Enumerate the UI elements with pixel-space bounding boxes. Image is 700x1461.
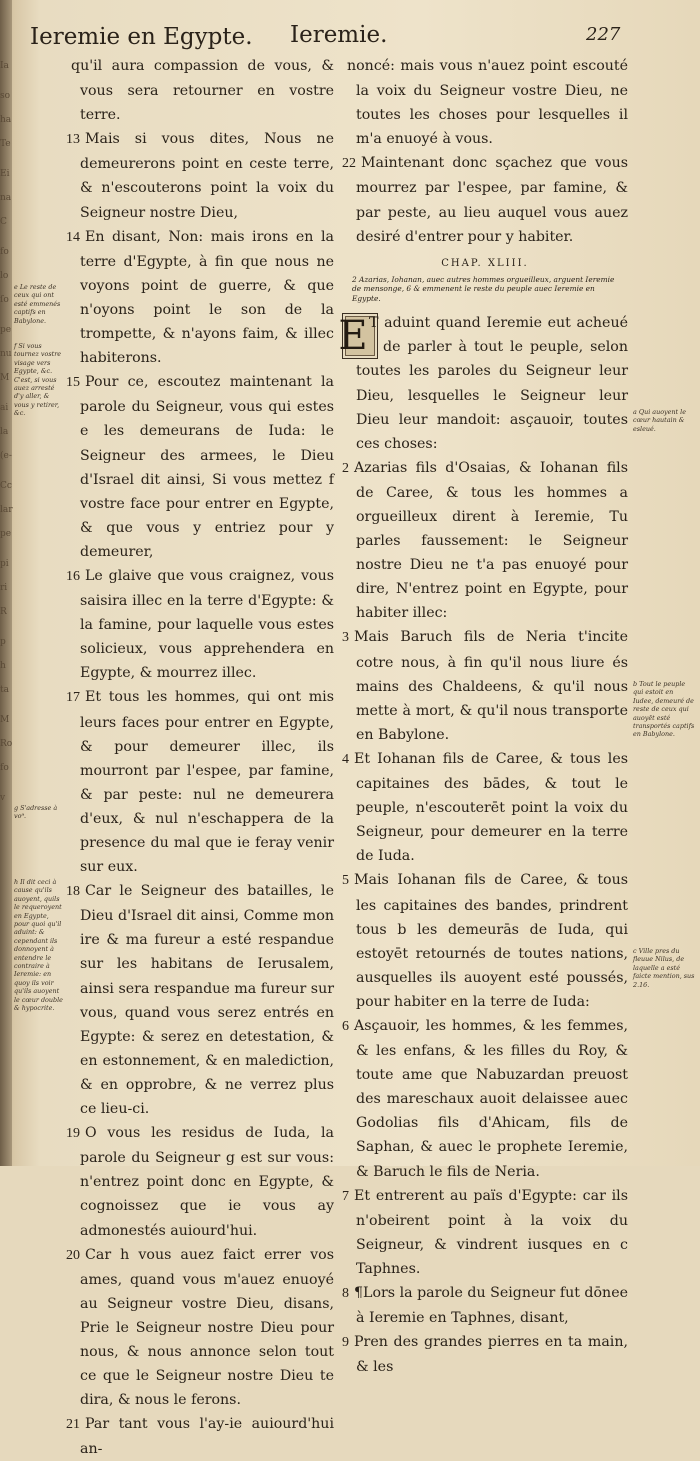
bleed-fragment: Ia xyxy=(0,61,9,71)
bleed-fragment: na xyxy=(0,193,12,203)
right-text-column xyxy=(338,54,628,1379)
verse-number: 18 xyxy=(66,884,80,900)
verse-text: Le glaive que vous craignez, vous saisira illec en la terre d'Egypte: & la famine, pour laquelle vous estes solicieux, vous apprehendera en Egypte, & mourrez illec. xyxy=(80,567,334,682)
verse-text: O vous les residus de Iuda, la parole du Seigneur g est sur vous: n'entrez point donc en Egypte, & cognoissez que ie vous ay admonestés auiourd'hui. xyxy=(80,1125,334,1239)
bleed-fragment: ta xyxy=(0,685,9,695)
bleed-fragment: Ei xyxy=(0,169,10,179)
bleed-fragment: h xyxy=(0,661,6,671)
bleed-fragment: ri xyxy=(0,583,8,593)
verse-19 xyxy=(66,1121,334,1242)
verse-number: 13 xyxy=(66,132,80,148)
bleed-fragment: ha xyxy=(0,115,12,125)
bleed-fragment: fo xyxy=(0,763,9,773)
bleed-fragment: lo xyxy=(0,271,9,281)
verse-number: 3 xyxy=(342,630,349,646)
verse-text: Car le Seigneur des batailles, le Dieu d'Israel dit ainsi, Comme mon ire & ma fureur a esté respandue sur les habitans de Ierusalem, ainsi sera respandue ma fureur sur vous, quand vous serez entrés en Egypte: & serez en detestation, & en estonnement, & en malediction, & en opprobre, & ne verrez plus ce lieu-ci. xyxy=(80,883,334,1118)
page-number: 227 xyxy=(586,24,621,45)
verse-text: Pour ce, escoutez maintenant la parole du Seigneur, vous qui estes e les demeurans de Iuda: le Seigneur des armees, le Dieu d'Israel dit ainsi, Si vous mettez f vostre face pour entrer en Egypte, & que vous y entriez pour y demeurer, xyxy=(80,374,334,560)
bleed-fragment: M xyxy=(0,715,10,725)
verse-9 xyxy=(342,1330,628,1379)
verse-text: Et entrerent au païs d'Egypte: car ils n'obeirent point à la voix du Seigneur, & vindrent iusques en c Taphnes. xyxy=(354,1187,628,1277)
verse-7 xyxy=(342,1184,628,1281)
verse-text: Asçauoir, les hommes, & les femmes, & les enfans, & les filles du Roy, & toute ame que Nabuzardan preuost des mareschaux auoit delaissee auec Godolias fils d'Ahicam, fils de Saphan, & auec le prophete Ieremie, & Baruch le fils de Neria. xyxy=(354,1017,628,1180)
verse-text: T aduint quand Ieremie eut acheué de parler à tout le peuple, selon toutes les paroles du Seigneur leur Dieu, lesquelles le Seigneur leur Dieu leur mandoit: asçauoir, toutes ces choses: xyxy=(356,315,628,452)
verse-number: 20 xyxy=(66,1247,80,1263)
verse-20 xyxy=(66,1243,334,1413)
verse-2 xyxy=(342,456,628,626)
verse-continued-right xyxy=(342,54,628,151)
verse-number: 8 xyxy=(342,1286,349,1301)
verse-number: 17 xyxy=(66,690,80,706)
verse-21 xyxy=(66,1412,334,1461)
bleed-fragment: ſo xyxy=(0,295,9,305)
verse-5 xyxy=(342,868,628,1014)
verse-text: Et Iohanan fils de Caree, & tous les capitaines des bādes, & tout le peuple, n'escouterēt point la voix du Seigneur, pour demeurer en la terre de Iuda. xyxy=(354,750,628,865)
verse-text: Mais Iohanan fils de Caree, & tous les capitaines des bandes, prindrent tous b les demeurās de Iuda, qui estoyēt retournés de toutes nations, ausquelles ils auoyent esté poussés, pour habiter en la terre de Iuda: xyxy=(354,872,628,1010)
bleed-fragment: (e- xyxy=(0,451,12,461)
verse-text: Pren des grandes pierres en ta main, & les xyxy=(354,1334,628,1376)
chapter-first-verse xyxy=(338,311,628,456)
verse-number: 2 xyxy=(342,460,349,476)
bleed-fragment: pi xyxy=(0,559,9,569)
bleed-fragment: C xyxy=(0,217,7,227)
verse-number: 9 xyxy=(342,1335,349,1351)
bleed-fragment: pe xyxy=(0,325,12,335)
decorated-initial: E xyxy=(342,313,378,359)
running-header xyxy=(30,18,630,52)
bleed-fragment: Ro xyxy=(0,739,13,749)
verse-text: Azarias fils d'Osaias, & Iohanan fils de Caree, & tous les hommes a orgueilleux dirent à Ieremie, Tu parles faussement: le Seigneur nostre Dieu ne t'a pas enuoyé pour dire, N'entrez point en Egypte, pour habiter illec: xyxy=(354,459,628,622)
verse-text: En disant, Non: mais irons en la terre d'Egypte, à fin que nous ne voyons point de guerre, & que n'oyons point le son de la trompette, & n'ayons faim, & illec habiterons. xyxy=(80,228,334,367)
verse-3 xyxy=(342,625,628,746)
bleed-fragment: nu xyxy=(0,349,12,359)
verse-6 xyxy=(342,1014,628,1184)
verse-number: 14 xyxy=(66,229,80,245)
verse-number: 7 xyxy=(342,1188,349,1204)
chapter-summary: 2 Azarias, Iohanan, auec autres hommes orgueilleux, arguent Ieremie de mensonge, 6 & emmenent le reste du peuple auec Ieremie en Egypte. xyxy=(352,274,615,303)
verse-number: 22 xyxy=(342,156,356,172)
verse-15 xyxy=(66,370,334,564)
verse-text: Et tous les hommes, qui ont mis leurs faces pour entrer en Egypte, & pour demeurer illec, ils mourront par l'espee, par famine, & par peste: nul ne demeurera d'eux, & nul n'eschappera de la presence du mal que ie feray venir sur eux. xyxy=(80,689,334,876)
verse-16 xyxy=(66,564,334,685)
verse-text: Car h vous auez faict errer vos ames, quand vous m'auez enuoyé au Seigneur vostre Dieu, disans, Prie le Seigneur nostre Dieu pour nous, & nous annonce selon tout ce que le Seigneur nostre Dieu te dira, & nous le ferons. xyxy=(80,1246,334,1409)
margin-note-h: h Il dit ceci à cause qu'ils auoyent, quils le requeroyent en Egypte, pour quoi qu'il aduint: & cependant ils donnoyent à entendre le contraire à Ieremie: en quoy ils voir qu'ils auoyent le cœur double & hypocrite. xyxy=(14,878,63,1013)
bleed-fragment: pe xyxy=(0,529,12,539)
bleed-fragment: ai xyxy=(0,403,9,413)
bleed-fragment: p xyxy=(0,637,6,647)
bleed-fragment: so xyxy=(0,91,11,101)
running-head-left: Ieremie en Egypte. xyxy=(30,24,253,50)
left-text-column xyxy=(66,54,334,1461)
verse-22 xyxy=(342,151,628,248)
verse-continued xyxy=(66,54,334,127)
margin-note-g: g S'adresse à vo⁹. xyxy=(14,804,58,821)
margin-note-e: e Le reste de ceux qui ont esté emmenés captifs en Babylone. xyxy=(14,283,61,325)
verse-text: noncé: mais vous n'auez point escouté la voix du Seigneur vostre Dieu, ne toutes les choses pour lesquelles il m'a enuoyé à vous. xyxy=(347,58,628,148)
verse-number: 4 xyxy=(342,751,349,767)
verse-number: 16 xyxy=(66,568,80,584)
bleed-fragment: la xyxy=(0,427,9,437)
margin-note-a: a Qui auoyent le cœur hautain & esleué. xyxy=(633,408,686,433)
bleed-fragment: lar xyxy=(0,505,13,515)
verse-text: ¶Lors la parole du Seigneur fut dōnee à Ieremie en Taphnes, disant, xyxy=(354,1285,628,1327)
verse-18 xyxy=(66,879,334,1121)
bleed-fragment: v xyxy=(0,793,6,803)
verse-13 xyxy=(66,127,334,224)
verse-4 xyxy=(342,747,628,868)
verse-number: 15 xyxy=(66,375,80,391)
margin-note-f: f Si vous tournez vostre visage vers Egypte, &c. C'est, si vous auez arresté d'y aller, & vous y retirer, &c. xyxy=(14,342,62,418)
verse-text: Mais Baruch fils de Neria t'incite cotre nous, à fin qu'il nous liure és mains des Chaldeens, & qu'il nous mette à mort, & qu'il nous transporte en Babylone. xyxy=(354,629,628,743)
verse-text: qu'il aura compassion de vous, & vous sera retourner en vostre terre. xyxy=(71,58,334,124)
verse-text: Mais si vous dites, Nous ne demeurerons point en ceste terre, & n'escouterons point la voix du Seigneur nostre Dieu, xyxy=(80,131,334,221)
verse-8 xyxy=(342,1281,628,1330)
margin-note-c: c Ville pres du fleuue Nilus, de laquelle a esté faicte mention, sus 2.16. xyxy=(633,947,695,989)
verse-17 xyxy=(66,685,334,879)
verse-number: 19 xyxy=(66,1126,80,1142)
chapter-heading: CHAP. XLIII. xyxy=(441,257,529,269)
verse-14 xyxy=(66,225,334,371)
verse-text: Maintenant donc sçachez que vous mourrez par l'espee, par famine, & par peste, au lieu auquel vous auez desiré d'entrer pour y habiter. xyxy=(356,155,628,245)
bleed-fragment: fo xyxy=(0,247,9,257)
bleed-through-fragments xyxy=(0,60,12,816)
verse-number: 21 xyxy=(66,1417,80,1433)
margin-note-b: b Tout le peuple qui estoit en Iudee, demeuré de reste de ceux qui auoyēt esté transportés captifs en Babylone. xyxy=(633,680,695,739)
bleed-fragment: Te xyxy=(0,139,11,149)
bleed-fragment: R xyxy=(0,607,7,617)
bleed-fragment: Cc xyxy=(0,481,12,491)
verse-number: 6 xyxy=(342,1018,349,1034)
bleed-fragment: M xyxy=(0,373,10,383)
running-head-center: Ieremie. xyxy=(290,22,388,48)
verse-text: Par tant vous l'ay-ie auiourd'hui an- xyxy=(80,1416,334,1458)
verse-number: 5 xyxy=(342,873,349,889)
